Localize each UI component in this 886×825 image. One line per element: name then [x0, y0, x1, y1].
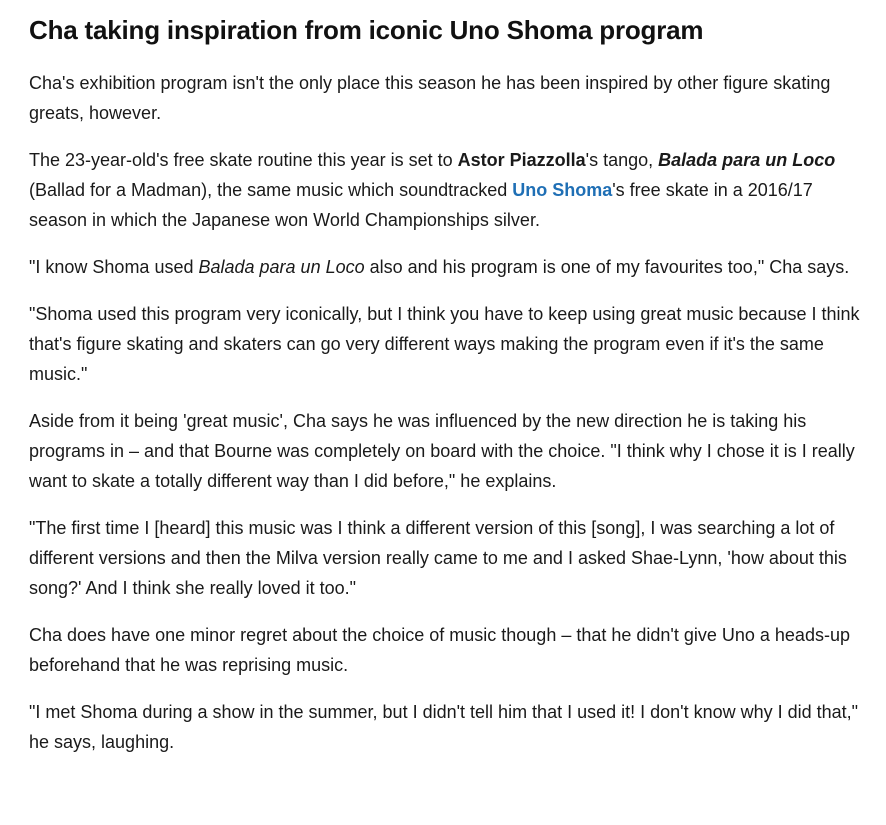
paragraph-2-text-3: (Ballad for a Madman), the same music which soundtracked [29, 180, 513, 200]
song-title-italic: Balada para un Loco [198, 257, 365, 277]
artist-name: Astor Piazzolla [457, 150, 586, 170]
paragraph-3 [29, 252, 872, 282]
paragraph-6: "The first time I [heard] this music was I think a different version of this [song], I was searching a lot of different versions and then the Milva version really came to me and I asked Shae-Lynn, 'how about this song?' And I think she really loved it too." [29, 518, 847, 598]
paragraph-2-text-2: 's tango, [585, 150, 659, 170]
paragraph-2 [29, 145, 872, 235]
paragraph-3-text-1: "I know Shoma used [29, 257, 199, 277]
paragraph-2-text-4: 's free skate in a 2016/17 season in which the Japanese won World Championships silver. [29, 180, 813, 230]
paragraph-4: "Shoma used this program very iconically, but I think you have to keep using great music because I think that's figure skating and skaters can go very different ways making the program even if it's the same music." [29, 304, 860, 384]
paragraph-8: "I met Shoma during a show in the summer, but I didn't tell him that I used it! I don't know why I did that," he says, laughing. [29, 702, 859, 752]
paragraph-3-text-2: also and his program is one of my favourites too," Cha says. [364, 257, 850, 277]
paragraph-2-text-1: The 23-year-old's free skate routine this year is set to [29, 150, 458, 170]
paragraph-1: Cha's exhibition program isn't the only place this season he has been inspired by other figure skating greats, however. [29, 73, 831, 123]
section-heading: Cha taking inspiration from iconic Uno Shoma program [29, 15, 704, 45]
paragraph-5: Aside from it being 'great music', Cha says he was influenced by the new direction he is taking his programs in – and that Bourne was completely on board with the choice. "I think why I chose it is I really want to skate a totally different way than I did before," he explains. [29, 411, 855, 491]
uno-shoma-link[interactable]: Uno Shoma [512, 180, 613, 200]
song-title: Balada para un Loco [658, 150, 836, 170]
paragraph-7: Cha does have one minor regret about the choice of music though – that he didn't give Uno a heads-up beforehand that he was reprising music. [29, 625, 850, 675]
